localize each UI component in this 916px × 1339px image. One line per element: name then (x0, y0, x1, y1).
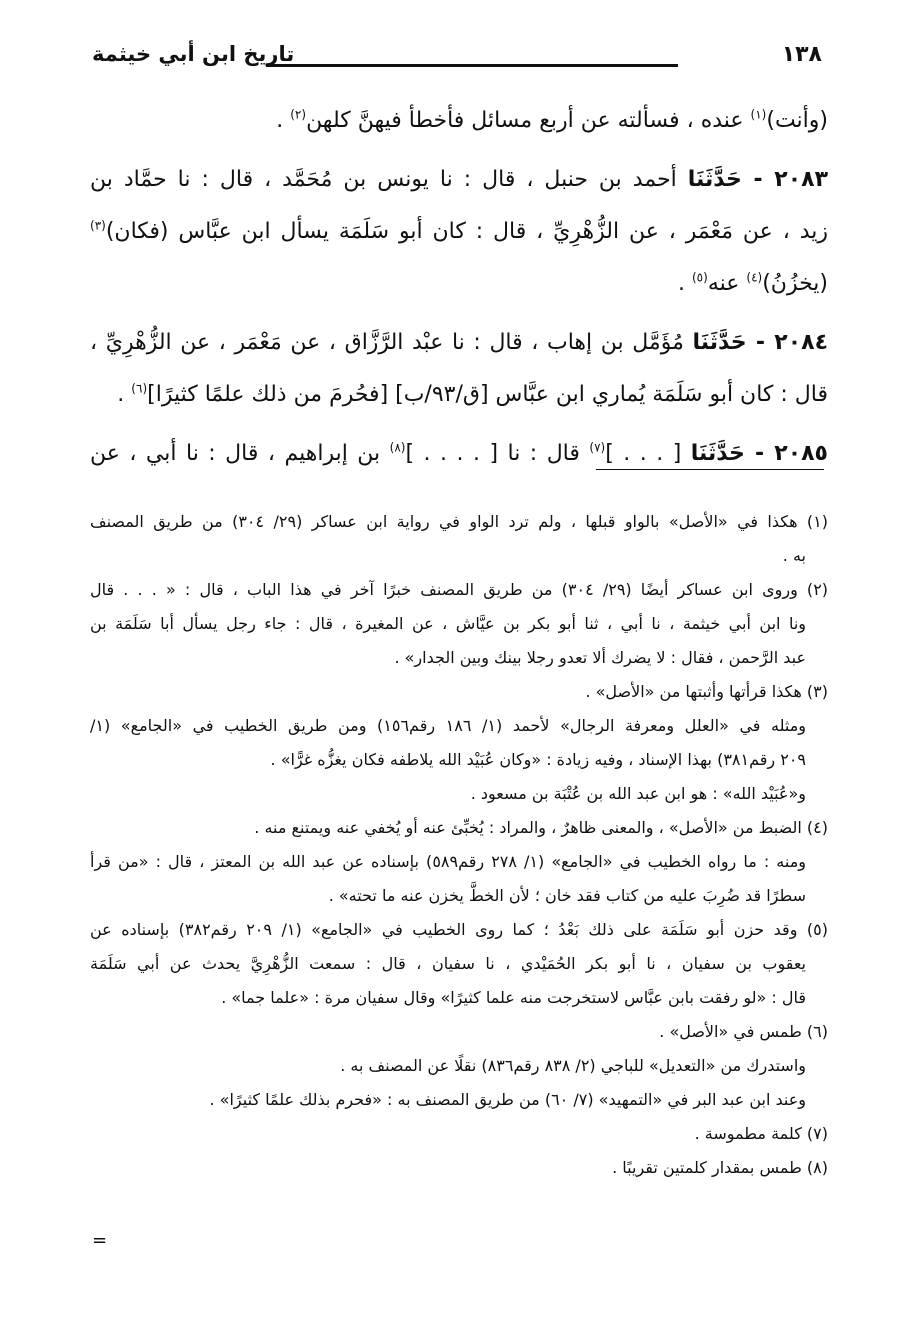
footnote-line: سطرًا قد ضُرِبَ عليه من كتاب فقد خان ؛ لأن الخطَّ يخزن عنه ما تحته» . (328, 886, 806, 905)
page-number: ١٣٨ (781, 42, 822, 67)
body-line (90, 317, 828, 369)
footnote-ref: (٥) (691, 270, 708, 285)
footnote-ref: (٤) (746, 270, 763, 285)
footnote-ref: (٦) (131, 381, 148, 396)
footnote-line: وعند ابن عبد البر في «التمهيد» (٧/ ٦٠) من طريق المصنف به : «فحرم بذلك علمًا كثيرًا» . (209, 1090, 806, 1109)
footnote-line: (٨) طمس بمقدار كلمتين تقريبًا . (612, 1158, 828, 1177)
body-line (90, 206, 828, 258)
line-text: (وأنت) (766, 108, 828, 133)
footnote-line: (٥) وقد حزن أبو سَلَمَة على ذلك بَعْدُ ؛ كما روى الخطيب في «الجامع» (١/ ٢٠٩ رقم٣٨٢) بإسناده عن (90, 920, 828, 939)
body-line (90, 428, 828, 480)
line-text: عنده ، فسألته عن أربع مسائل فأخطأ فيهنَّ كلهن (306, 108, 751, 133)
footnotes (90, 505, 828, 1185)
footnote-line: (٢) وروى ابن عساكر أيضًا (٢٩/ ٣٠٤) من طريق المصنف خبرًا آخر في هذا الباب ، قال : « . . . قال (90, 580, 828, 599)
footnote-ref: (١) (750, 107, 767, 122)
body-line (90, 95, 828, 147)
footnote-line: (٦) طمس في «الأصل» . (659, 1022, 828, 1041)
footnote-line: (٣) هكذا قرأتها وأثبتها من «الأصل» . (585, 682, 828, 701)
line-text: قال : نا [ . . . . ] (405, 441, 590, 466)
book-title: تاريخ ابن أبي خيثمة (92, 42, 295, 66)
line-text: مُؤَمَّل بن إهاب ، قال : نا عبْد الرَّزَّاق ، عن مَعْمَر ، عن الزُّهْرِيِّ ، (90, 330, 693, 355)
line-text: أحمد بن حنبل ، قال : نا يونس بن مُحَمَّد ، قال : نا حمَّاد بن (90, 167, 688, 192)
spacer (90, 147, 828, 154)
body-line (90, 154, 828, 206)
footnote-line: واستدرك من «التعديل» للباجي (٢/ ٨٣٨ رقم٨٣٦) نقلًا عن المصنف به . (340, 1056, 806, 1075)
line-text: . (677, 271, 692, 296)
spacer (90, 421, 828, 428)
footnote-ref: (٢) (290, 107, 307, 122)
header-rule (266, 64, 678, 67)
footnote-ref: (٨) (389, 440, 406, 455)
footnote-line: ومنه : ما رواه الخطيب في «الجامع» (١/ ٢٧٨ رقم٥٨٩) بإسناده عن عبد الله بن المعتز ، قال : «من قرأ (90, 852, 806, 871)
footnote-line: (٤) الضبط من «الأصل» ، والمعنى ظاهرٌ ، والمراد : يُخبِّئ عنه أو يُخفي عنه ويمتنع منه . (254, 818, 828, 837)
footnote-line: يعقوب بن سفيان ، نا أبو بكر الحُمَيْدي ، نا سفيان ، قال : سمعت الزُّهْرِيَّ يحدث عن أبي سَلَمَة (90, 954, 806, 973)
footnote-line: به . (782, 546, 806, 565)
line-text: بن إبراهيم ، قال : نا أبي ، عن (90, 441, 390, 466)
line-text: [ . . . ] (605, 441, 691, 466)
footnote-line: ومثله في «العلل ومعرفة الرجال» لأحمد (١/ ١٨٦ رقم١٥٦) ومن طريق الخطيب في «الجامع» (١/ (90, 716, 806, 735)
footnote-separator (596, 469, 824, 470)
footnote-line: عبد الرَّحمن ، فقال : لا يضرك ألا تعدو رجلا بينك وبين الجدار» . (394, 648, 806, 667)
line-text: زيد ، عن مَعْمَر ، عن الزُّهْرِيِّ ، قال : كان أبو سَلَمَة يسأل ابن عبَّاس (فكان) (105, 219, 828, 244)
footnote-line: (١) هكذا في «الأصل» بالواو قبلها ، ولم ترد الواو في رواية ابن عساكر (٢٩/ ٣٠٤) من طريق المصنف (90, 512, 828, 531)
line-text: (يخزُنُ) (762, 271, 828, 296)
hadith-number: ٢٠٨٣ - حَدَّثَنَا (687, 167, 828, 192)
spacer (90, 310, 828, 317)
line-text: . (276, 108, 291, 133)
main-text (90, 95, 828, 480)
footnote-line: (٧) كلمة مطموسة . (694, 1124, 828, 1143)
hadith-number: ٢٠٨٤ - حَدَّثَنَا (692, 330, 828, 355)
footnote-line: ونا ابن أبي خيثمة ، نا أبي ، ثنا أبو بكر بن عيَّاش ، عن المغيرة ، قال : جاء رجل يسأل أبا سَلَمَة بن (90, 614, 806, 633)
continuation-mark: = (92, 1230, 108, 1251)
body-line (90, 369, 828, 421)
footnote-line: قال : «لو رفقت بابن عبَّاس لاستخرجت منه علما كثيرًا» وقال سفيان مرة : «علما جما» . (221, 988, 806, 1007)
footnote-line: و«عُبَيْد الله» : هو ابن عبد الله بن عُتْبَة بن مسعود . (470, 784, 806, 803)
line-text: عنه (707, 271, 747, 296)
footnote-ref: (٧) (589, 440, 606, 455)
line-text: قال : كان أبو سَلَمَة يُماري ابن عبَّاس [ق/٩٣/ب] [فحُرمَ من ذلك علمًا كثيرًا] (147, 382, 828, 407)
body-line (90, 258, 828, 310)
line-text: . (117, 382, 132, 407)
footnote-line: ٢٠٩ رقم٣٨١) بهذا الإسناد ، وفيه زيادة : «وكان عُبَيْد الله يلاطفه فكان يغزُّه غرًّا» . (270, 750, 806, 769)
hadith-number: ٢٠٨٥ - حَدَّثَنَا (690, 441, 828, 466)
footnote-ref: (٣) (90, 218, 106, 233)
